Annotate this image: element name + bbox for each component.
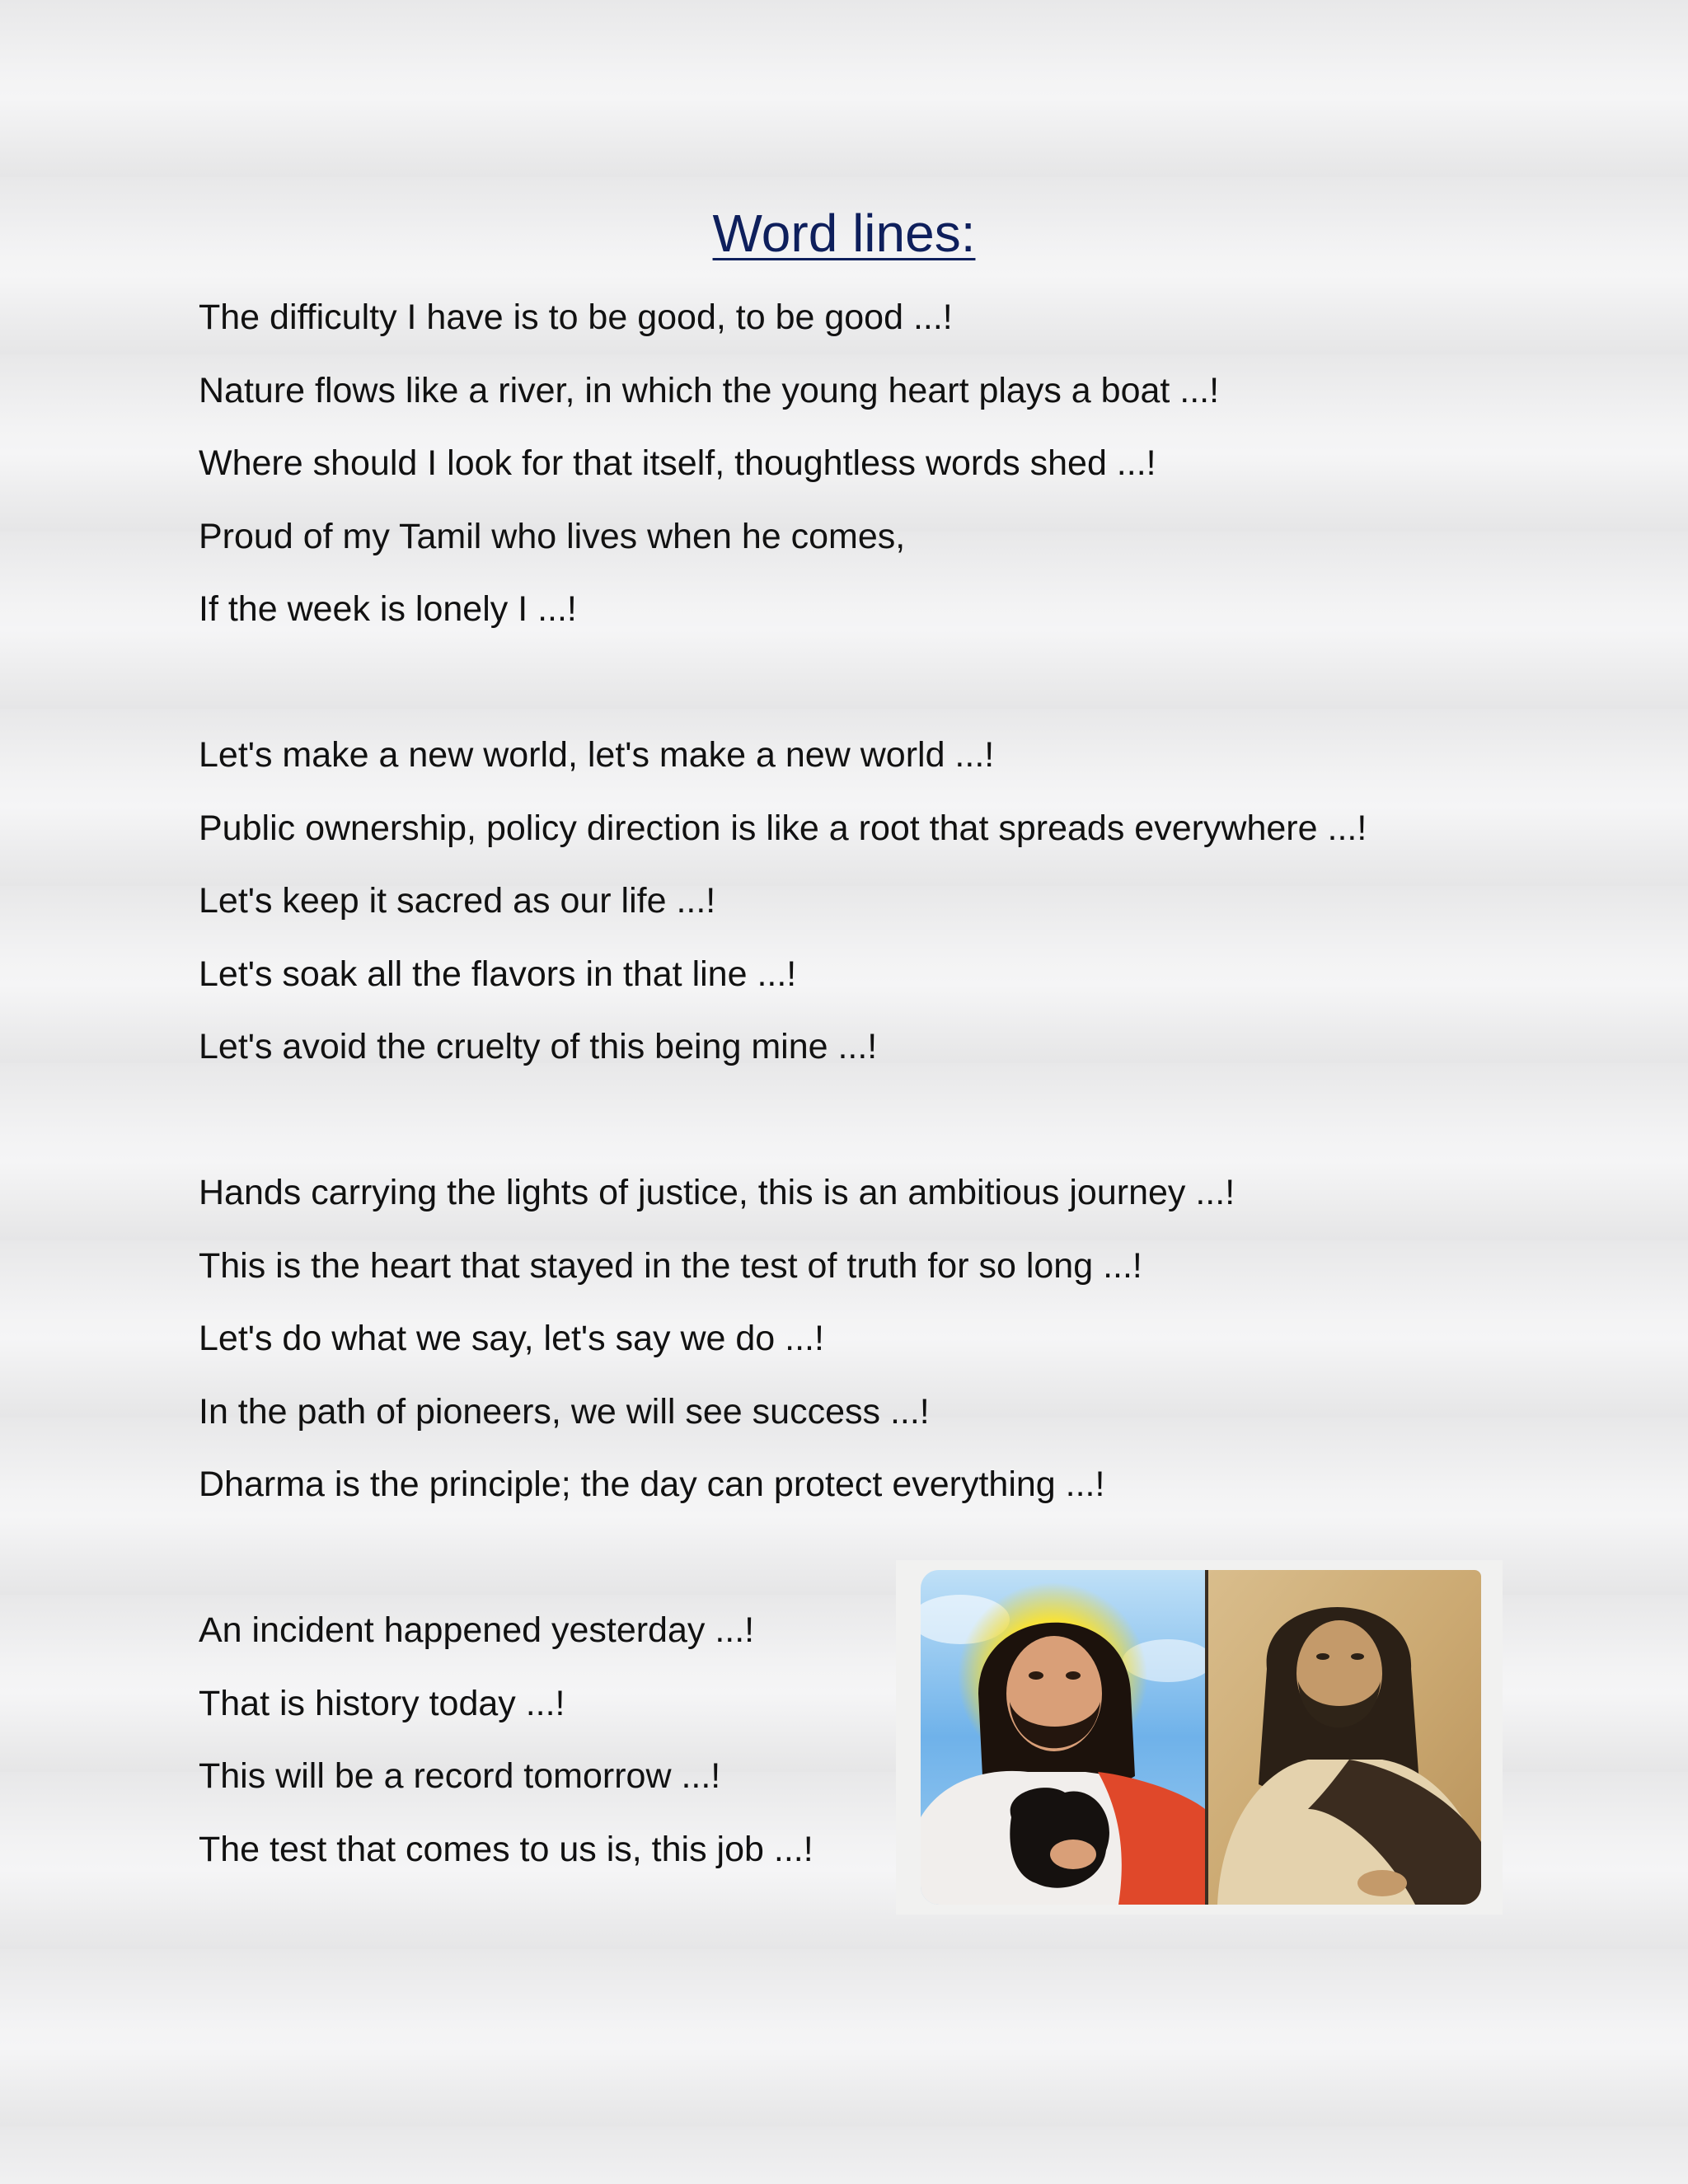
stanza-line: Let's keep it sacred as our life ...! [199, 881, 716, 921]
stanza-line: This is the heart that stayed in the test of truth for so long ...! [199, 1245, 1142, 1286]
stanza-line: That is history today ...! [199, 1683, 565, 1723]
stanza-line: The test that comes to us is, this job ...! [199, 1829, 814, 1869]
stanza-3 [199, 1156, 1235, 1521]
stanza-line: Where should I look for that itself, thoughtless words shed ...! [199, 443, 1156, 483]
photo-frame [896, 1560, 1503, 1915]
stanza-4 [199, 1594, 814, 1886]
page-title: Word lines: [712, 204, 976, 263]
stanza-line: Hands carrying the lights of justice, this is an ambitious journey ...! [199, 1173, 1236, 1212]
stanza-line: The difficulty I have is to be good, to be good ...! [199, 298, 953, 337]
portrait-illustration [921, 1570, 1481, 1905]
stanza-line: Dharma is the principle; the day can protect everything ...! [199, 1465, 1105, 1504]
stanza-2 [199, 719, 1367, 1084]
portrait-photo [921, 1570, 1481, 1905]
stanza-line: Proud of my Tamil who lives when he comes, [199, 516, 906, 556]
stanza-1 [199, 281, 1219, 646]
stanza-line: This will be a record tomorrow ...! [199, 1756, 721, 1796]
stanza-line: An incident happened yesterday ...! [199, 1610, 755, 1650]
stanza-line: Let's soak all the flavors in that line ...! [199, 954, 797, 994]
stanza-line: Let's make a new world, let's make a new world ...! [199, 735, 995, 775]
stanza-line: If the week is lonely I ...! [199, 589, 577, 629]
stanza-line: Public ownership, policy direction is like a root that spreads everywhere ...! [199, 808, 1367, 848]
stanza-line: Let's avoid the cruelty of this being mine ...! [199, 1027, 878, 1066]
stanza-line: In the path of pioneers, we will see success ...! [199, 1391, 930, 1432]
stanza-line: Nature flows like a river, in which the young heart plays a boat ...! [199, 370, 1220, 410]
stanza-line: Let's do what we say, let's say we do ...! [199, 1319, 824, 1358]
